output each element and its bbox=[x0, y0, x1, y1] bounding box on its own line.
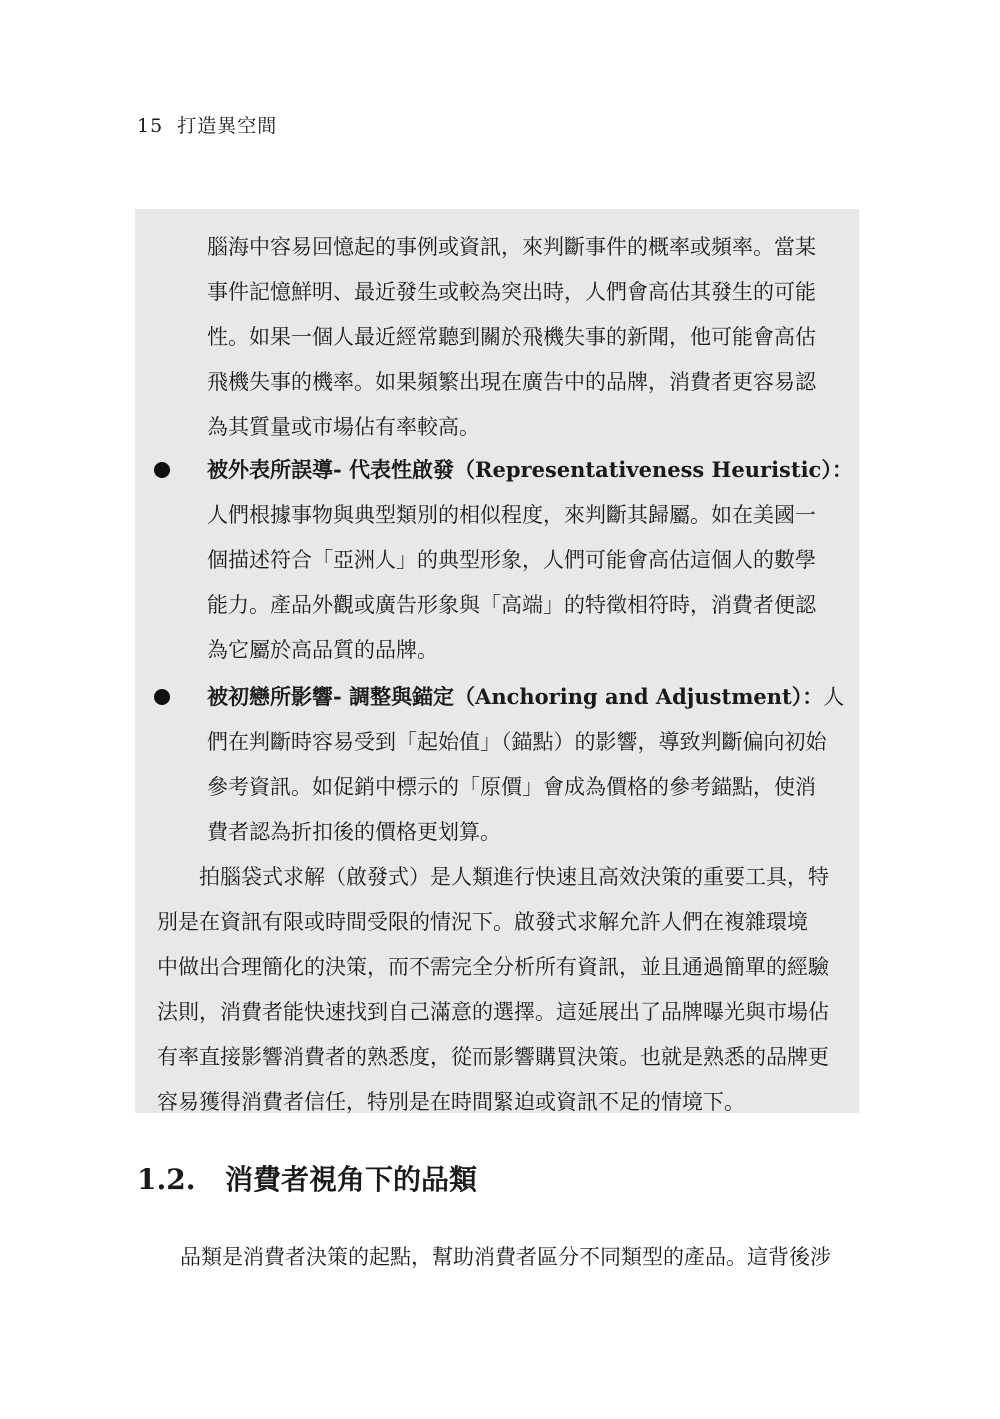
bullet1-line: 人們根據事物與典型類別的相似程度，來判斷其歸屬。如在美國一 bbox=[207, 503, 816, 527]
section-title: 消費者視角下的品類 bbox=[225, 1163, 478, 1196]
box-para2-line: 拍腦袋式求解（啟發式）是人類進行快速且高效決策的重要工具，特 bbox=[199, 865, 829, 889]
box-para2-line: 容易獲得消費者信任，特別是在時間緊迫或資訊不足的情境下。 bbox=[157, 1090, 745, 1114]
bullet1-line: 能力。產品外觀或廣告形象與「高端」的特徵相符時，消費者便認 bbox=[207, 593, 816, 617]
bullet1-title: 被外表所誤導- 代表性啟發（Representativeness Heuristic）： bbox=[207, 457, 853, 482]
box-para1-line: 飛機失事的機率。如果頻繁出現在廣告中的品牌，消費者更容易認 bbox=[207, 370, 816, 394]
bullet-dot-icon bbox=[154, 689, 170, 705]
bullet2-line: 費者認為折扣後的價格更划算。 bbox=[207, 820, 501, 844]
running-head bbox=[137, 112, 277, 140]
box-para1-line: 事件記憶鮮明、最近發生或較為突出時，人們會高估其發生的可能 bbox=[207, 280, 816, 304]
body-line: 品類是消費者決策的起點，幫助消費者區分不同類型的產品。這背後涉 bbox=[180, 1245, 831, 1269]
bullet-dot-icon bbox=[154, 462, 170, 478]
box-para1-line: 為其質量或市場佔有率較高。 bbox=[207, 415, 480, 439]
box-para1-line: 性。如果一個人最近經常聽到關於飛機失事的新聞，他可能會高估 bbox=[207, 325, 816, 349]
running-title: 打造異空間 bbox=[177, 115, 278, 137]
page-number: 15 bbox=[137, 115, 164, 137]
bullet2-line: 們在判斷時容易受到「起始值」（錨點）的影響，導致判斷偏向初始 bbox=[207, 730, 827, 754]
bullet2-line: 參考資訊。如促銷中標示的「原價」會成為價格的參考錨點，使消 bbox=[207, 775, 816, 799]
bullet1-line: 個描述符合「亞洲人」的典型形象，人們可能會高估這個人的數學 bbox=[207, 548, 816, 572]
bullet2-title: 被初戀所影響- 調整與錨定（Anchoring and Adjustment）： bbox=[207, 684, 824, 709]
box-para1-line: 腦海中容易回憶起的事例或資訊，來判斷事件的概率或頻率。當某 bbox=[207, 235, 816, 259]
bullet1-line: 為它屬於高品質的品牌。 bbox=[207, 638, 438, 662]
section-number: 1.2. bbox=[137, 1163, 196, 1196]
section-heading bbox=[137, 1160, 477, 1200]
box-para2-line: 別是在資訊有限或時間受限的情況下。啟發式求解允許人們在複雜環境 bbox=[157, 910, 808, 934]
box-para2-line: 有率直接影響消費者的熟悉度，從而影響購買決策。也就是熟悉的品牌更 bbox=[157, 1045, 829, 1069]
box-para2-line: 法則，消費者能快速找到自己滿意的選擇。這延展出了品牌曝光與市場佔 bbox=[157, 1000, 829, 1024]
bullet2-title-tail: 人 bbox=[823, 685, 845, 709]
bullet2-title-line bbox=[207, 682, 844, 712]
box-para2-line: 中做出合理簡化的決策，而不需完全分析所有資訊，並且通過簡單的經驗 bbox=[157, 955, 829, 979]
